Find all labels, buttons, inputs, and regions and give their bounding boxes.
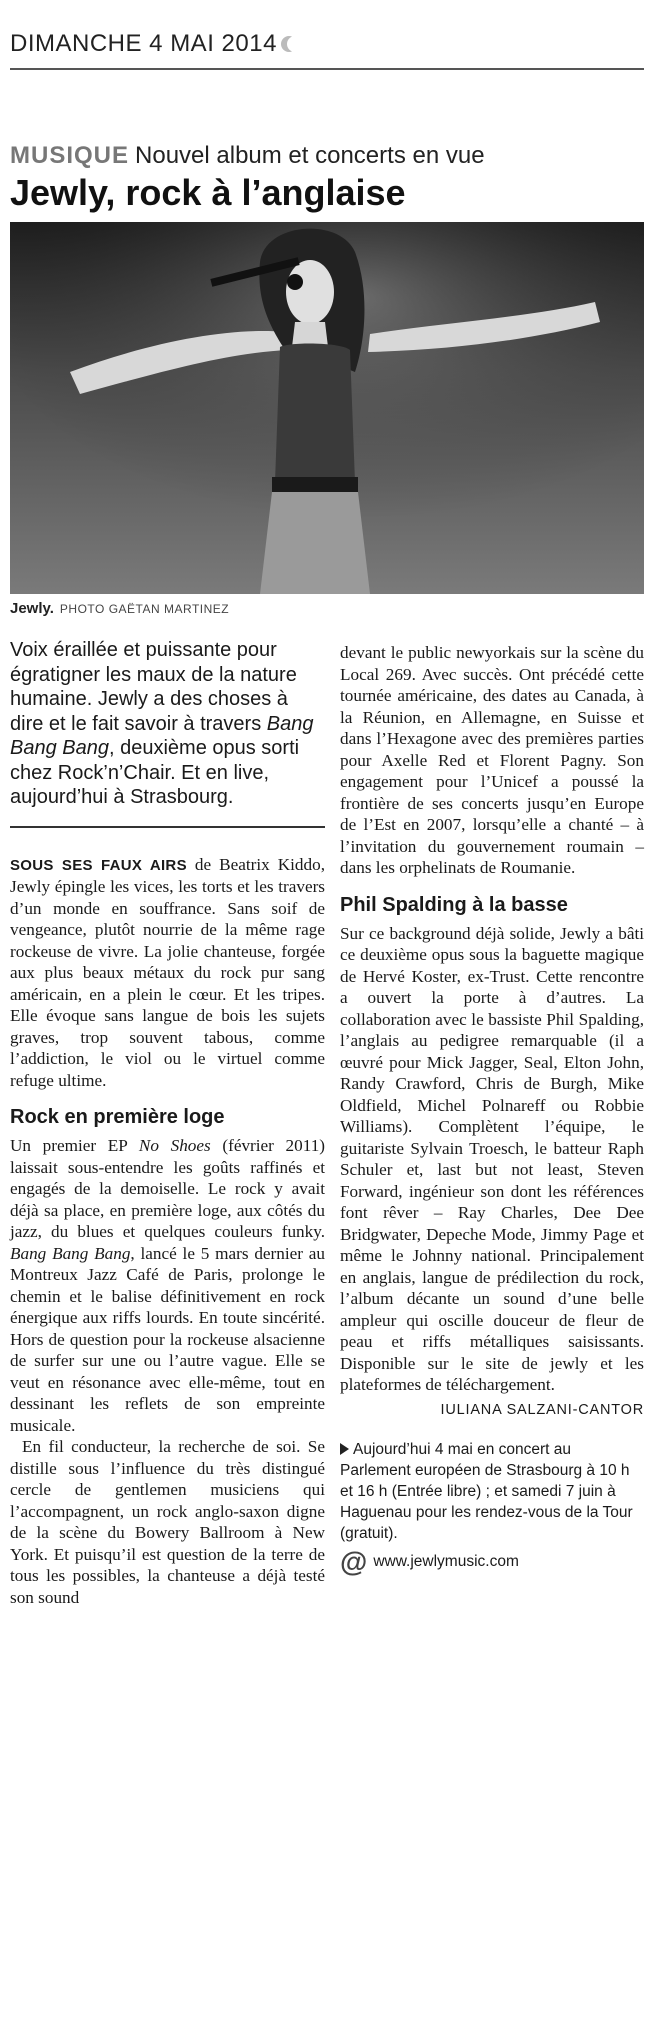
category-label: MUSIQUE	[10, 142, 130, 169]
caption-name: Jewly.	[10, 600, 54, 617]
top-rule	[10, 68, 644, 70]
subheading-rock: Rock en première loge	[10, 1106, 225, 1128]
body-text-2c: , lancé le 5 mars dernier au Montreux Jazz Café de Paris, prolonge le chemin et le balise définitivement en rock énergique aux riffs lourds. En toute sincérité. Hors de question pour la rockeuse alsacienne de surfer sur une ou l’autre vague. Elle se veut en résonance avec elle-même, tout en dessinant les reflets de son empreinte musicale.	[10, 1243, 325, 1435]
concert-photo	[10, 222, 644, 594]
byline: IULIANA SALZANI-CANTOR	[440, 1401, 644, 1418]
body-paragraph-5: Sur ce background déjà solide, Jewly a bâti ce deuxième opus sous la baguette magique de Hervé Koster, ex-Trust. Cette rencontre a ouvert la porte à d’autres. La collaboration avec le bassiste Phil Spalding, l’anglais au pedigree remarquable (il a œuvré pour Mick Jagger, Seal, Elton John, Randy Crawford, Chris de Burgh, Mike Oldfield, Michel Polnareff ou Robbie Williams). Complètent l’équipe, le guitariste Sylvain Troesch, le batteur Raph Schuler et, last but not least, Steven Forward, ingénieur son dont les références font rêver – Ray Charles, Dee Dee Bridgwater, Depeche Mode, Jimmy Page et même le Johnny national. Principalement en anglais, langue de prédilection du rock, l’album décante un sound d’une belle ampleur qui oscille douceur de fleur de peau et riffs métalliques saisissants. Disponible sur le site de jewly et les plateformes de téléchargement.	[340, 923, 644, 1394]
kicker-text: Nouvel album et concerts en vue	[135, 142, 485, 169]
body-paragraph-1	[10, 854, 325, 1092]
arrow-icon	[340, 1443, 349, 1455]
event-info	[340, 1439, 644, 1544]
dateline	[10, 30, 297, 58]
event-info-text: Aujourd’hui 4 mai en concert au Parlement européen de Strasbourg à 10 h et 16 h (Entrée libre) ; et samedi 7 juin à Haguenau pour les rendez-vous de la Tour (gratuit).	[340, 1441, 633, 1542]
album-title: Bang Bang Bang	[10, 1243, 131, 1263]
body-paragraph-4: devant le public newyorkais sur la scène du Local 269. Avec succès. Ont précédé cette tournée américaine, des dates au Canada, à la Réunion, en Allemagne, en Suisse et dans l’Hexagone avec des premières parties pour Axelle Red et Florent Pagny. Son engagement pour l’Unicef a poussé la frontière de ses concerts jusqu’en Europe de l’Est en 2007, lorsqu’elle a chanté – à l’invitation du gouvernement roumain – dans les orphelinats de Roumanie.	[340, 643, 644, 877]
left-column	[10, 638, 325, 1608]
lead-text-1: Voix éraillée et puissante pour égratigner les maux de la nature humaine. Jewly a des choses à dire et le fait savoir à travers	[10, 639, 297, 735]
run-in-heading: SOUS SES FAUX AIRS	[10, 856, 187, 874]
website-line	[340, 1548, 644, 1576]
headline: Jewly, rock à l’anglaise	[10, 172, 406, 213]
moon-icon	[281, 36, 297, 52]
at-icon: @	[340, 1546, 368, 1577]
body-text-2b: (février 2011) laissait sous-entendre les goûts raffinés et engagés de la demoiselle. Le rock y avait déjà sa place, en première loge, aux côtés du jazz, du blues et quelques couleurs funky.	[10, 1136, 326, 1241]
kicker	[10, 142, 485, 170]
photo-credit: PHOTO GAËTAN MARTINEZ	[59, 602, 230, 616]
lead-paragraph	[10, 638, 325, 828]
photo-caption	[10, 600, 229, 617]
body-paragraph-2	[10, 1135, 325, 1436]
date-text: DIMANCHE 4 MAI 2014	[10, 30, 277, 57]
subheading-phil: Phil Spalding à la basse	[340, 893, 568, 916]
ep-title: No Shoes	[138, 1136, 211, 1155]
right-column	[340, 642, 644, 1576]
body-text-2a: Un premier EP	[10, 1136, 139, 1155]
body-text-1: de Beatrix Kiddo, Jewly épingle les vices, les torts et les travers d’un monde en souffrance. Sans soif de vengeance, plutôt nourrie de la même rage rockeuse de vivre. La jolie chanteuse, forgée aux plus beaux métaux du rock pur sang américain, en a plein le cœur. Et les tripes. Elle évoque sans langue de bois les sujets graves, trop souvent tabous, comme l’addiction, le viol ou le virtuel comme refuge ultime.	[10, 854, 325, 1090]
website-link[interactable]: www.jewlymusic.com	[373, 1553, 519, 1571]
body-paragraph-3: En fil conducteur, la recherche de soi. Se distille sous l’influence du très distingué cercle de gentlemen musiciens qui l’accompagnent, un rock anglo-saxon digne de la scène du Bowery Ballroom à New York. Et puisqu’il est question de la terre de tous les possibles, la chanteuse a déjà testé son sound	[10, 1437, 325, 1607]
singer-illustration	[10, 222, 644, 594]
lead-album-title: Bang Bang Bang	[10, 712, 314, 759]
lead-text-2: , deuxième opus sorti chez Rock’n’Chair. Et en live, aujourd’hui à Strasbourg.	[10, 737, 300, 808]
